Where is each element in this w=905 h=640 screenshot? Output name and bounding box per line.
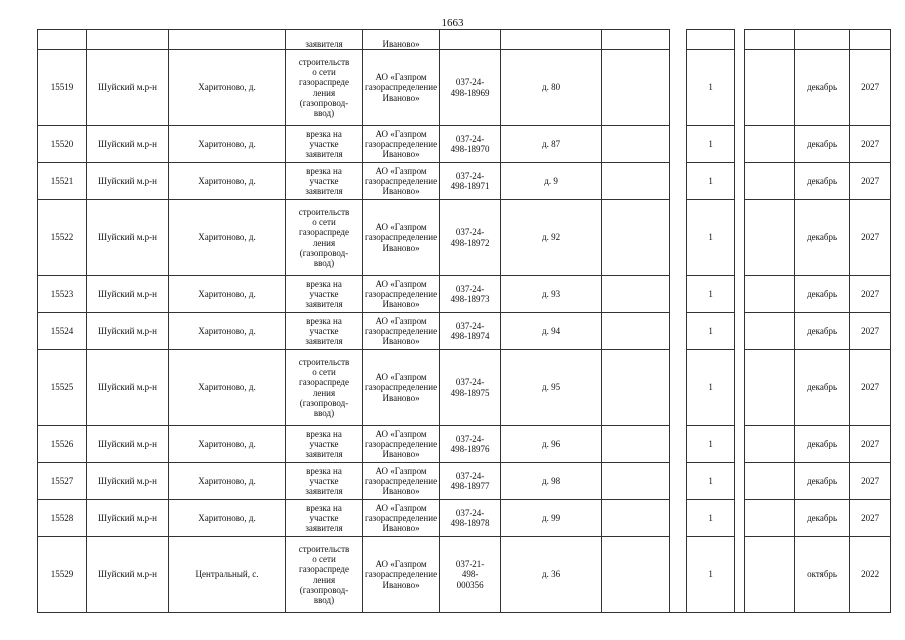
cell-type: врезка на участке заявителя <box>286 276 363 313</box>
cell-house: д. 87 <box>501 126 602 163</box>
cell-house: д. 95 <box>501 350 602 426</box>
cell-district: Шуйский м.р-н <box>87 276 169 313</box>
cell-empty-1 <box>602 50 670 126</box>
cell-year: 2027 <box>850 463 891 500</box>
cell-empty-2 <box>745 313 795 350</box>
cell-month: декабрь <box>795 500 850 537</box>
cell-n: 15522 <box>38 200 87 276</box>
cell-locality: Харитоново, д. <box>169 126 286 163</box>
cell-district: Шуйский м.р-н <box>87 163 169 200</box>
cell-count: 1 <box>687 350 735 426</box>
cell-type: строительств о сети газораспреде ления (газопровод- ввод) <box>286 537 363 613</box>
cell-empty-2 <box>745 126 795 163</box>
cell-empty-1 <box>602 463 670 500</box>
cell-gap-1 <box>670 350 687 426</box>
cell-org: АО «Газпром газораспределение Иваново» <box>363 426 440 463</box>
cell-empty-1 <box>602 200 670 276</box>
cell-count: 1 <box>687 126 735 163</box>
cell-gap-1 <box>670 200 687 276</box>
cell-n: 15521 <box>38 163 87 200</box>
cell-empty-2 <box>745 350 795 426</box>
cell-count: 1 <box>687 163 735 200</box>
cell-n: 15528 <box>38 500 87 537</box>
cell-month: декабрь <box>795 463 850 500</box>
cell-empty-2 <box>745 426 795 463</box>
cell-count: 1 <box>687 426 735 463</box>
cell-empty-1 <box>602 126 670 163</box>
cell-year <box>850 30 891 50</box>
cell-month: октябрь <box>795 537 850 613</box>
cell-house: д. 96 <box>501 426 602 463</box>
cell-count: 1 <box>687 200 735 276</box>
cell-month: декабрь <box>795 276 850 313</box>
table-row <box>38 200 891 276</box>
cell-code: 037-24- 498-18977 <box>440 463 501 500</box>
cell-locality: Харитоново, д. <box>169 313 286 350</box>
cell-year: 2022 <box>850 537 891 613</box>
cell-district: Шуйский м.р-н <box>87 350 169 426</box>
cell-gap-2 <box>735 276 745 313</box>
cell-empty-2 <box>745 50 795 126</box>
cell-code: 037-24- 498-18971 <box>440 163 501 200</box>
table-row <box>38 426 891 463</box>
table-row <box>38 313 891 350</box>
cell-locality: Центральный, с. <box>169 537 286 613</box>
cell-count: 1 <box>687 313 735 350</box>
cell-type: строительств о сети газораспреде ления (газопровод- ввод) <box>286 200 363 276</box>
cell-code: 037-24- 498-18976 <box>440 426 501 463</box>
cell-type: строительств о сети газораспреде ления (газопровод- ввод) <box>286 350 363 426</box>
cell-house: д. 80 <box>501 50 602 126</box>
cell-district: Шуйский м.р-н <box>87 126 169 163</box>
cell-org: Иваново» <box>363 30 440 50</box>
cell-locality: Харитоново, д. <box>169 200 286 276</box>
cell-org: АО «Газпром газораспределение Иваново» <box>363 276 440 313</box>
cell-house: д. 92 <box>501 200 602 276</box>
cell-type: врезка на участке заявителя <box>286 126 363 163</box>
cell-year: 2027 <box>850 426 891 463</box>
cell-empty-2 <box>745 463 795 500</box>
cell-code: 037-21- 498- 000356 <box>440 537 501 613</box>
cell-n: 15529 <box>38 537 87 613</box>
cell-type: врезка на участке заявителя <box>286 313 363 350</box>
cell-count: 1 <box>687 276 735 313</box>
cell-gap-1 <box>670 537 687 613</box>
cell-type: врезка на участке заявителя <box>286 500 363 537</box>
cell-n <box>38 30 87 50</box>
cell-gap-2 <box>735 313 745 350</box>
cell-house: д. 36 <box>501 537 602 613</box>
cell-district: Шуйский м.р-н <box>87 200 169 276</box>
cell-gap-2 <box>735 30 745 50</box>
cell-year: 2027 <box>850 163 891 200</box>
cell-gap-1 <box>670 126 687 163</box>
cell-org: АО «Газпром газораспределение Иваново» <box>363 50 440 126</box>
cell-month <box>795 30 850 50</box>
cell-empty-1 <box>602 350 670 426</box>
cell-org: АО «Газпром газораспределение Иваново» <box>363 537 440 613</box>
cell-code: 037-24- 498-18969 <box>440 50 501 126</box>
cell-empty-2 <box>745 163 795 200</box>
table-row <box>38 276 891 313</box>
cell-district: Шуйский м.р-н <box>87 313 169 350</box>
cell-n: 15526 <box>38 426 87 463</box>
cell-locality: Харитоново, д. <box>169 500 286 537</box>
cell-empty-2 <box>745 200 795 276</box>
table-row <box>38 50 891 126</box>
cell-org: АО «Газпром газораспределение Иваново» <box>363 463 440 500</box>
cell-empty-2 <box>745 30 795 50</box>
cell-house: д. 98 <box>501 463 602 500</box>
cell-year: 2027 <box>850 313 891 350</box>
cell-type: врезка на участке заявителя <box>286 426 363 463</box>
cell-org: АО «Газпром газораспределение Иваново» <box>363 200 440 276</box>
cell-gap-1 <box>670 30 687 50</box>
cell-locality: Харитоново, д. <box>169 463 286 500</box>
cell-code: 037-24- 498-18972 <box>440 200 501 276</box>
cell-count: 1 <box>687 463 735 500</box>
cell-year: 2027 <box>850 500 891 537</box>
cell-empty-1 <box>602 500 670 537</box>
cell-gap-1 <box>670 426 687 463</box>
cell-count: 1 <box>687 500 735 537</box>
cell-gap-2 <box>735 500 745 537</box>
table-row <box>38 537 891 613</box>
cell-locality: Харитоново, д. <box>169 426 286 463</box>
cell-gap-1 <box>670 50 687 126</box>
cell-code: 037-24- 498-18978 <box>440 500 501 537</box>
cell-gap-2 <box>735 463 745 500</box>
cell-year: 2027 <box>850 50 891 126</box>
cell-house: д. 99 <box>501 500 602 537</box>
cell-empty-2 <box>745 276 795 313</box>
cell-code: 037-24- 498-18973 <box>440 276 501 313</box>
cell-gap-2 <box>735 426 745 463</box>
table-row <box>38 500 891 537</box>
page-number: 1663 <box>441 17 464 29</box>
cell-empty-2 <box>745 500 795 537</box>
cell-org: АО «Газпром газораспределение Иваново» <box>363 163 440 200</box>
cell-type: врезка на участке заявителя <box>286 163 363 200</box>
cell-house: д. 93 <box>501 276 602 313</box>
cell-gap-2 <box>735 50 745 126</box>
cell-code: 037-24- 498-18975 <box>440 350 501 426</box>
cell-gap-1 <box>670 313 687 350</box>
cell-month: декабрь <box>795 426 850 463</box>
cell-n: 15524 <box>38 313 87 350</box>
cell-empty-1 <box>602 426 670 463</box>
cell-locality: Харитоново, д. <box>169 350 286 426</box>
table-row <box>38 350 891 426</box>
cell-gap-1 <box>670 463 687 500</box>
cell-year: 2027 <box>850 276 891 313</box>
cell-org: АО «Газпром газораспределение Иваново» <box>363 500 440 537</box>
cell-type: заявителя <box>286 30 363 50</box>
cell-house: д. 94 <box>501 313 602 350</box>
cell-empty-1 <box>602 30 670 50</box>
table-row <box>38 163 891 200</box>
cell-n: 15519 <box>38 50 87 126</box>
cell-month: декабрь <box>795 126 850 163</box>
cell-gap-1 <box>670 276 687 313</box>
cell-gap-1 <box>670 500 687 537</box>
cell-gap-2 <box>735 350 745 426</box>
cell-year: 2027 <box>850 200 891 276</box>
cell-district <box>87 30 169 50</box>
cell-empty-1 <box>602 313 670 350</box>
cell-year: 2027 <box>850 126 891 163</box>
cell-year: 2027 <box>850 350 891 426</box>
cell-locality <box>169 30 286 50</box>
cell-house: д. 9 <box>501 163 602 200</box>
cell-locality: Харитоново, д. <box>169 163 286 200</box>
cell-locality: Харитоново, д. <box>169 50 286 126</box>
cell-code: 037-24- 498-18970 <box>440 126 501 163</box>
cell-n: 15525 <box>38 350 87 426</box>
cell-gap-2 <box>735 126 745 163</box>
cell-gap-2 <box>735 163 745 200</box>
table-row <box>38 126 891 163</box>
cell-org: АО «Газпром газораспределение Иваново» <box>363 350 440 426</box>
cell-month: декабрь <box>795 200 850 276</box>
cell-month: декабрь <box>795 163 850 200</box>
cell-org: АО «Газпром газораспределение Иваново» <box>363 313 440 350</box>
cell-count: 1 <box>687 50 735 126</box>
cell-n: 15523 <box>38 276 87 313</box>
cell-month: декабрь <box>795 313 850 350</box>
cell-district: Шуйский м.р-н <box>87 50 169 126</box>
cell-n: 15527 <box>38 463 87 500</box>
cell-count <box>687 30 735 50</box>
cell-count: 1 <box>687 537 735 613</box>
cell-gap-1 <box>670 163 687 200</box>
cell-house <box>501 30 602 50</box>
cell-empty-2 <box>745 537 795 613</box>
cell-n: 15520 <box>38 126 87 163</box>
cell-gap-2 <box>735 537 745 613</box>
cell-month: декабрь <box>795 50 850 126</box>
cell-district: Шуйский м.р-н <box>87 537 169 613</box>
gasification-table <box>37 29 891 613</box>
cell-code <box>440 30 501 50</box>
cell-empty-1 <box>602 276 670 313</box>
cell-locality: Харитоново, д. <box>169 276 286 313</box>
cell-district: Шуйский м.р-н <box>87 500 169 537</box>
cell-gap-2 <box>735 200 745 276</box>
cell-org: АО «Газпром газораспределение Иваново» <box>363 126 440 163</box>
cell-district: Шуйский м.р-н <box>87 463 169 500</box>
table-row-continuation <box>38 30 891 50</box>
cell-empty-1 <box>602 163 670 200</box>
cell-type: строительств о сети газораспреде ления (газопровод- ввод) <box>286 50 363 126</box>
cell-empty-1 <box>602 537 670 613</box>
cell-district: Шуйский м.р-н <box>87 426 169 463</box>
cell-type: врезка на участке заявителя <box>286 463 363 500</box>
cell-month: декабрь <box>795 350 850 426</box>
table-row <box>38 463 891 500</box>
cell-code: 037-24- 498-18974 <box>440 313 501 350</box>
